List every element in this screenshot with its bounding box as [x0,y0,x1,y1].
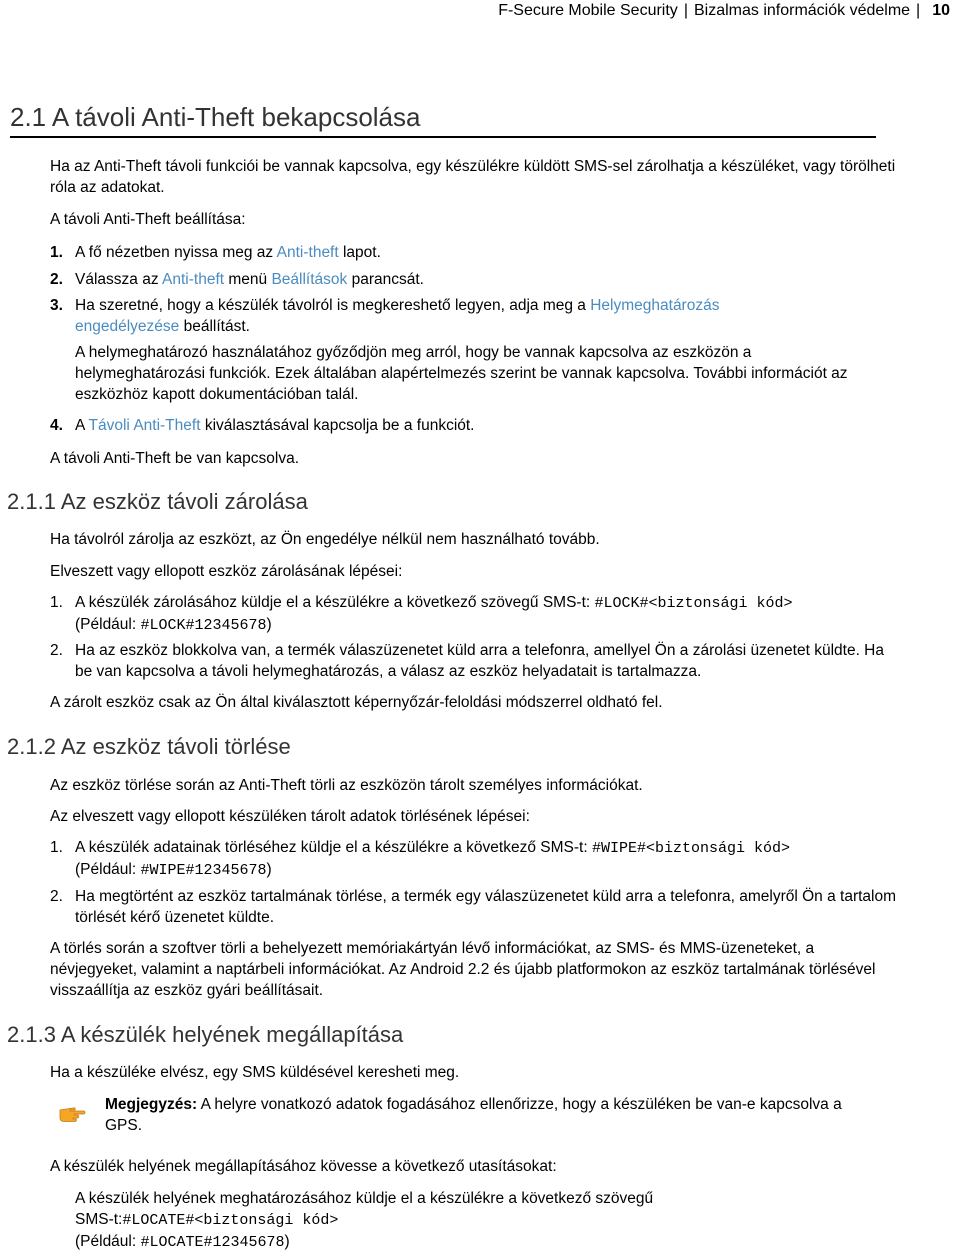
steps-title: A távoli Anti-Theft beállítása: [50,211,246,228]
header-separator: | [916,2,921,19]
step-text: A készülék zárolásához küldje el a készülékre a következő szövegű SMS-t: [75,594,595,611]
sms-command: #LOCATE#<biztonsági kód> [122,1212,339,1229]
subsection-intro: Ha a készüléke elvész, egy SMS küldésével keresheti meg. [50,1064,460,1081]
list-item [50,886,900,928]
note-box [105,1094,865,1136]
sms-command: #WIPE#<biztonsági kód> [591,840,790,857]
list-number: 3. [50,297,63,314]
result-text: A távoli Anti-Theft be van kapcsolva. [50,450,299,467]
ui-reference: Helymeghatározás [590,297,720,314]
section-title: 2.1 A távoli Anti-Theft bekapcsolása [10,102,421,132]
page-number: 10 [932,2,950,19]
subsection-title: 2.1.3 A készülék helyének megállapítása [7,1022,404,1047]
step-text: beállítást. [179,318,250,335]
step-text: Válassza az [75,271,163,288]
section-intro: Ha az Anti-Theft távoli funkciói be vannak kapcsolva, egy készülékre küldött SMS-sel zárolhatja a készüléket, vagy törölheti róla az adatokat. [50,158,896,196]
title-rule [10,136,876,138]
step-text: Ha szeretné, hogy a készülék távolról is megkereshető legyen, adja meg a [75,297,591,314]
list-item [50,295,900,337]
ui-reference: Távoli Anti-Theft [88,417,201,434]
ui-reference: Anti-theft [276,244,339,261]
subsection-intro: Ha távolról zárolja az eszközt, az Ön engedélye nélkül nem használható tovább. [50,531,600,548]
list-number: 1. [50,839,63,856]
step-text: A fő nézetben nyissa meg az [75,244,277,261]
example-close: ) [266,861,272,878]
example-close: ) [284,1233,290,1250]
steps-title: Elveszett vagy ellopott eszköz zárolásának lépései: [50,563,403,580]
note-text: A helyre vonatkozó adatok fogadásához ellenőrizze, hogy a készüléken be van-e kapcsolva a GPS. [105,1096,842,1134]
sms-command: #LOCK#<biztonsági kód> [594,595,793,612]
instruction-text: A készülék helyének meghatározásához küldje el a készülékre a következő szövegű [75,1190,654,1207]
header-separator: | [683,2,688,19]
header-product: F-Secure Mobile Security [498,2,678,19]
locate-instructions [75,1188,905,1253]
example-label: (Például: [75,616,141,633]
note-label: Megjegyzés: [105,1096,198,1113]
list-number: 2. [50,888,63,905]
running-header [498,0,950,22]
steps-title: A készülék helyének megállapításához kövesse a következő utasításokat: [50,1158,557,1175]
instruction-text: SMS-t: [75,1211,123,1228]
sms-example: #LOCK#12345678 [140,617,267,634]
step-note: A helymeghatározó használatához győződjön meg arról, hogy be vannak kapcsolva az eszközön a helymeghatározási funkciók. Ezek általában alapértelmezés szerint be vannak kapcsolva. További információt az eszközhöz kapott dokumentációban talál. [75,344,848,403]
subsection-intro: Az eszköz törlése során az Anti-Theft törli az eszközön tárolt személyes információkat. [50,777,643,794]
list-item [50,837,900,881]
step-text: parancsát. [347,271,424,288]
step-text: lapot. [338,244,381,261]
subsection-outro: A zárolt eszköz csak az Ön által kiválasztott képernyőzár-feloldási módszerrel oldható fel. [50,694,663,711]
list-item [50,640,900,682]
sms-example: #LOCATE#12345678 [140,1234,285,1251]
ui-reference: Beállítások [271,271,348,288]
step-text: kiválasztásával kapcsolja be a funkciót. [200,417,475,434]
ui-reference: Anti-theft [162,271,225,288]
list-item [50,269,900,290]
example-label: (Például: [75,1233,141,1250]
list-item [50,592,900,636]
list-item [50,415,900,436]
subsection-title: 2.1.1 Az eszköz távoli zárolása [7,489,308,514]
step-text: A készülék adatainak törléséhez küldje el a készülékre a következő SMS-t: [75,839,592,856]
ui-reference: engedélyezése [75,318,180,335]
example-label: (Például: [75,861,141,878]
subsection-outro: A törlés során a szoftver törli a behelyezett memóriakártyán lévő információkat, az SMS- és MMS-üzeneteket, a névjegyeket, valamint a naptárbeli információkat. Az Android 2.2 és újabb platformokon az eszköz tartalmának törlésével visszaállítja az eszköz gyári beállításait. [50,940,876,999]
list-item [50,242,900,263]
list-number: 1. [50,594,63,611]
list-number: 1. [50,244,63,261]
list-number: 4. [50,417,63,434]
header-section: Bizalmas információk védelme [693,2,911,19]
list-number: 2. [50,642,63,659]
example-close: ) [266,616,272,633]
sms-example: #WIPE#12345678 [140,862,267,879]
step-text: Ha megtörtént az eszköz tartalmának törlése, a termék egy válaszüzenetet küld arra a telefonra, amelyről Ön a tartalom törlését kérő üzenetet küldte. [75,888,897,926]
subsection-title: 2.1.2 Az eszköz távoli törlése [7,734,291,759]
pointing-hand-icon [58,1102,86,1122]
list-number: 2. [50,271,63,288]
step-text: A [75,417,89,434]
step-text: Ha az eszköz blokkolva van, a termék válaszüzenetet küld arra a telefonra, amellyel Ön a zárolási üzenetet küldte. Ha be van kapcsolva a távoli helymeghatározás, a válasz az eszköz helyadatait is tartalmazza. [75,642,884,680]
steps-title: Az elveszett vagy ellopott készüléken tárolt adatok törlésének lépései: [50,808,530,825]
step-text: menü [224,271,272,288]
